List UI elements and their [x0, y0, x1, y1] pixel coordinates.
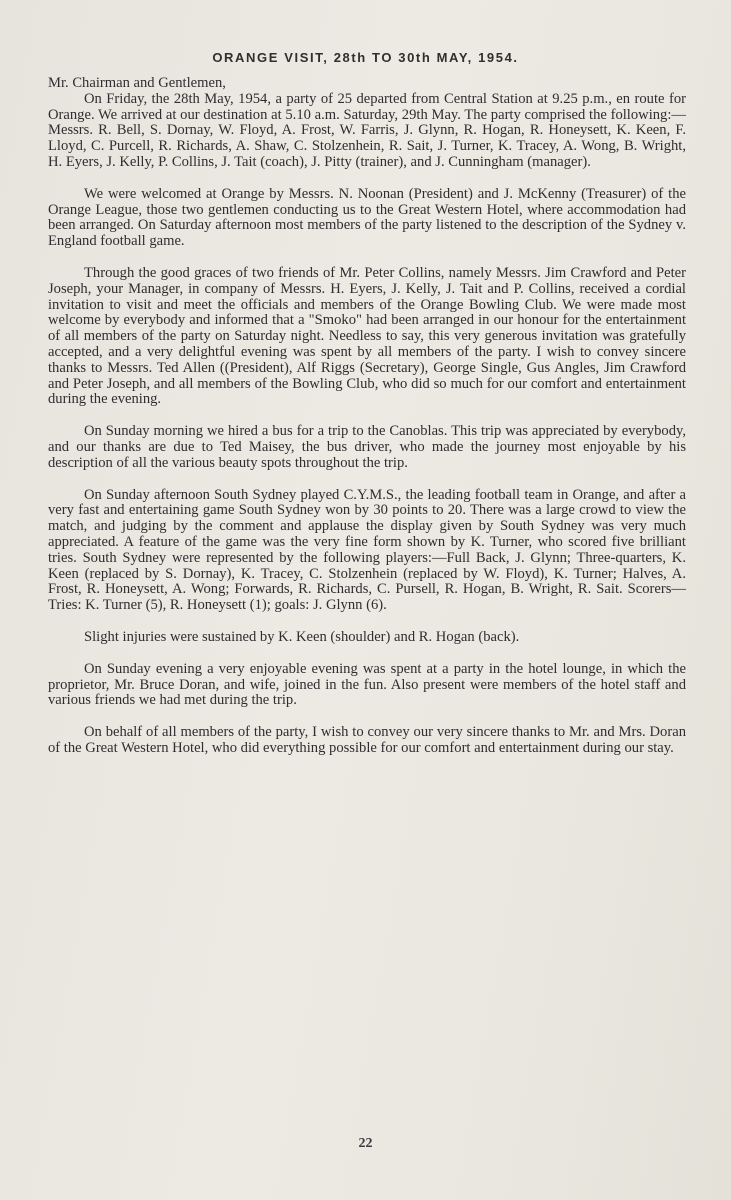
paragraph-evening-party: On Sunday evening a very enjoyable evening was spent at a party in the hotel lounge, in which the proprietor, Mr. Bruce Doran, and wife, joined in the fun. Also present were members of the hotel staff and various friends we had met during the trip.: [48, 660, 686, 709]
paragraph-match-report: On Sunday afternoon South Sydney played C.Y.M.S., the leading football team in Orange, and after a very fast and entertaining game South Sydney won by 30 points to 20. There was a large crowd to view the match, and judging by the comment and applause the display given by South Sydney was very much appreciated. A feature of the game was the very fine form shown by K. Turner, who scored five brilliant tries. South Sydney were represented by the following players:—Full Back, J. Glynn; Three-quarters, K. Keen (replaced by S. Dornay), K. Tracey, C. Stolzenhein (replaced by W. Floyd), K. Turner; Halves, A. Frost, R. Honeysett, A. Wong; Forwards, R. Richards, C. Pursell, R. Hogan, B. Wright, R. Sait. Scorers—Tries: K. Turner (5), R. Honeysett (1); goals: J. Glynn (6).: [48, 486, 686, 614]
salutation: Mr. Chairman and Gentlemen,: [48, 75, 226, 91]
paragraph-welcome: We were welcomed at Orange by Messrs. N. Noonan (President) and J. McKenny (Treasurer) of the Orange League, those two gentlemen conducting us to the Great Western Hotel, where accommodation had been arranged. On Saturday afternoon most members of the party listened to the description of the Sydney v. England football game.: [48, 185, 686, 250]
page-number: 22: [358, 1136, 373, 1151]
paragraph-injuries: Slight injuries were sustained by K. Keen (shoulder) and R. Hogan (back).: [84, 628, 520, 645]
report-body: [48, 76, 686, 773]
paragraph-thanks: On behalf of all members of the party, I wish to convey our very sincere thanks to Mr. and Mrs. Doran of the Great Western Hotel, who did everything possible for our comfort and entertainment during our stay.: [48, 724, 686, 756]
paragraph-bowling-club: Through the good graces of two friends of Mr. Peter Collins, namely Messrs. Jim Crawford and Peter Joseph, your Manager, in company of Messrs. H. Eyers, J. Kelly, J. Tait and P. Collins, received a cordial invitation to visit and meet the officials and members of the Orange Bowling Club. We were made most welcome by everybody and informed that a "Smoko" had been arranged in our honour for the entertainment of all members of the party on Saturday night. Needless to say, this very generous invitation was gratefully accepted, and a very delightful evening was spent by all members of the party. I wish to convey sincere thanks to Messrs. Ted Allen ((President), Alf Riggs (Secretary), George Single, Gus Angles, Jim Crawford and Peter Joseph, and all members of the Bowling Club, who did so much for our comfort and entertainment during the evening.: [48, 264, 686, 408]
paragraph-departure: On Friday, the 28th May, 1954, a party of 25 departed from Central Station at 9.25 p.m., en route for Orange. We arrived at our destination at 5.10 a.m. Saturday, 29th May. The party comprised the following:—Messrs. R. Bell, S. Dornay, W. Floyd, A. Frost, W. Farris, J. Glynn, R. Hogan, R. Honeysett, K. Keen, F. Lloyd, C. Purcell, R. Richards, A. Shaw, C. Stolzenhein, R. Sait, J. Turner, K. Tracey, A. Wong, B. Wright, H. Eyers, J. Kelly, P. Collins, J. Tait (coach), J. Pitty (trainer), and J. Cunningham (manager).: [48, 90, 686, 170]
page-title: ORANGE VISIT, 28th TO 30th MAY, 1954.: [212, 50, 519, 65]
paragraph-bus-trip: On Sunday morning we hired a bus for a trip to the Canoblas. This trip was appreciated by everybody, and our thanks are due to Ted Maisey, the bus driver, who made the journey most enjoyable by his description of all the various beauty spots throughout the trip.: [48, 423, 686, 471]
